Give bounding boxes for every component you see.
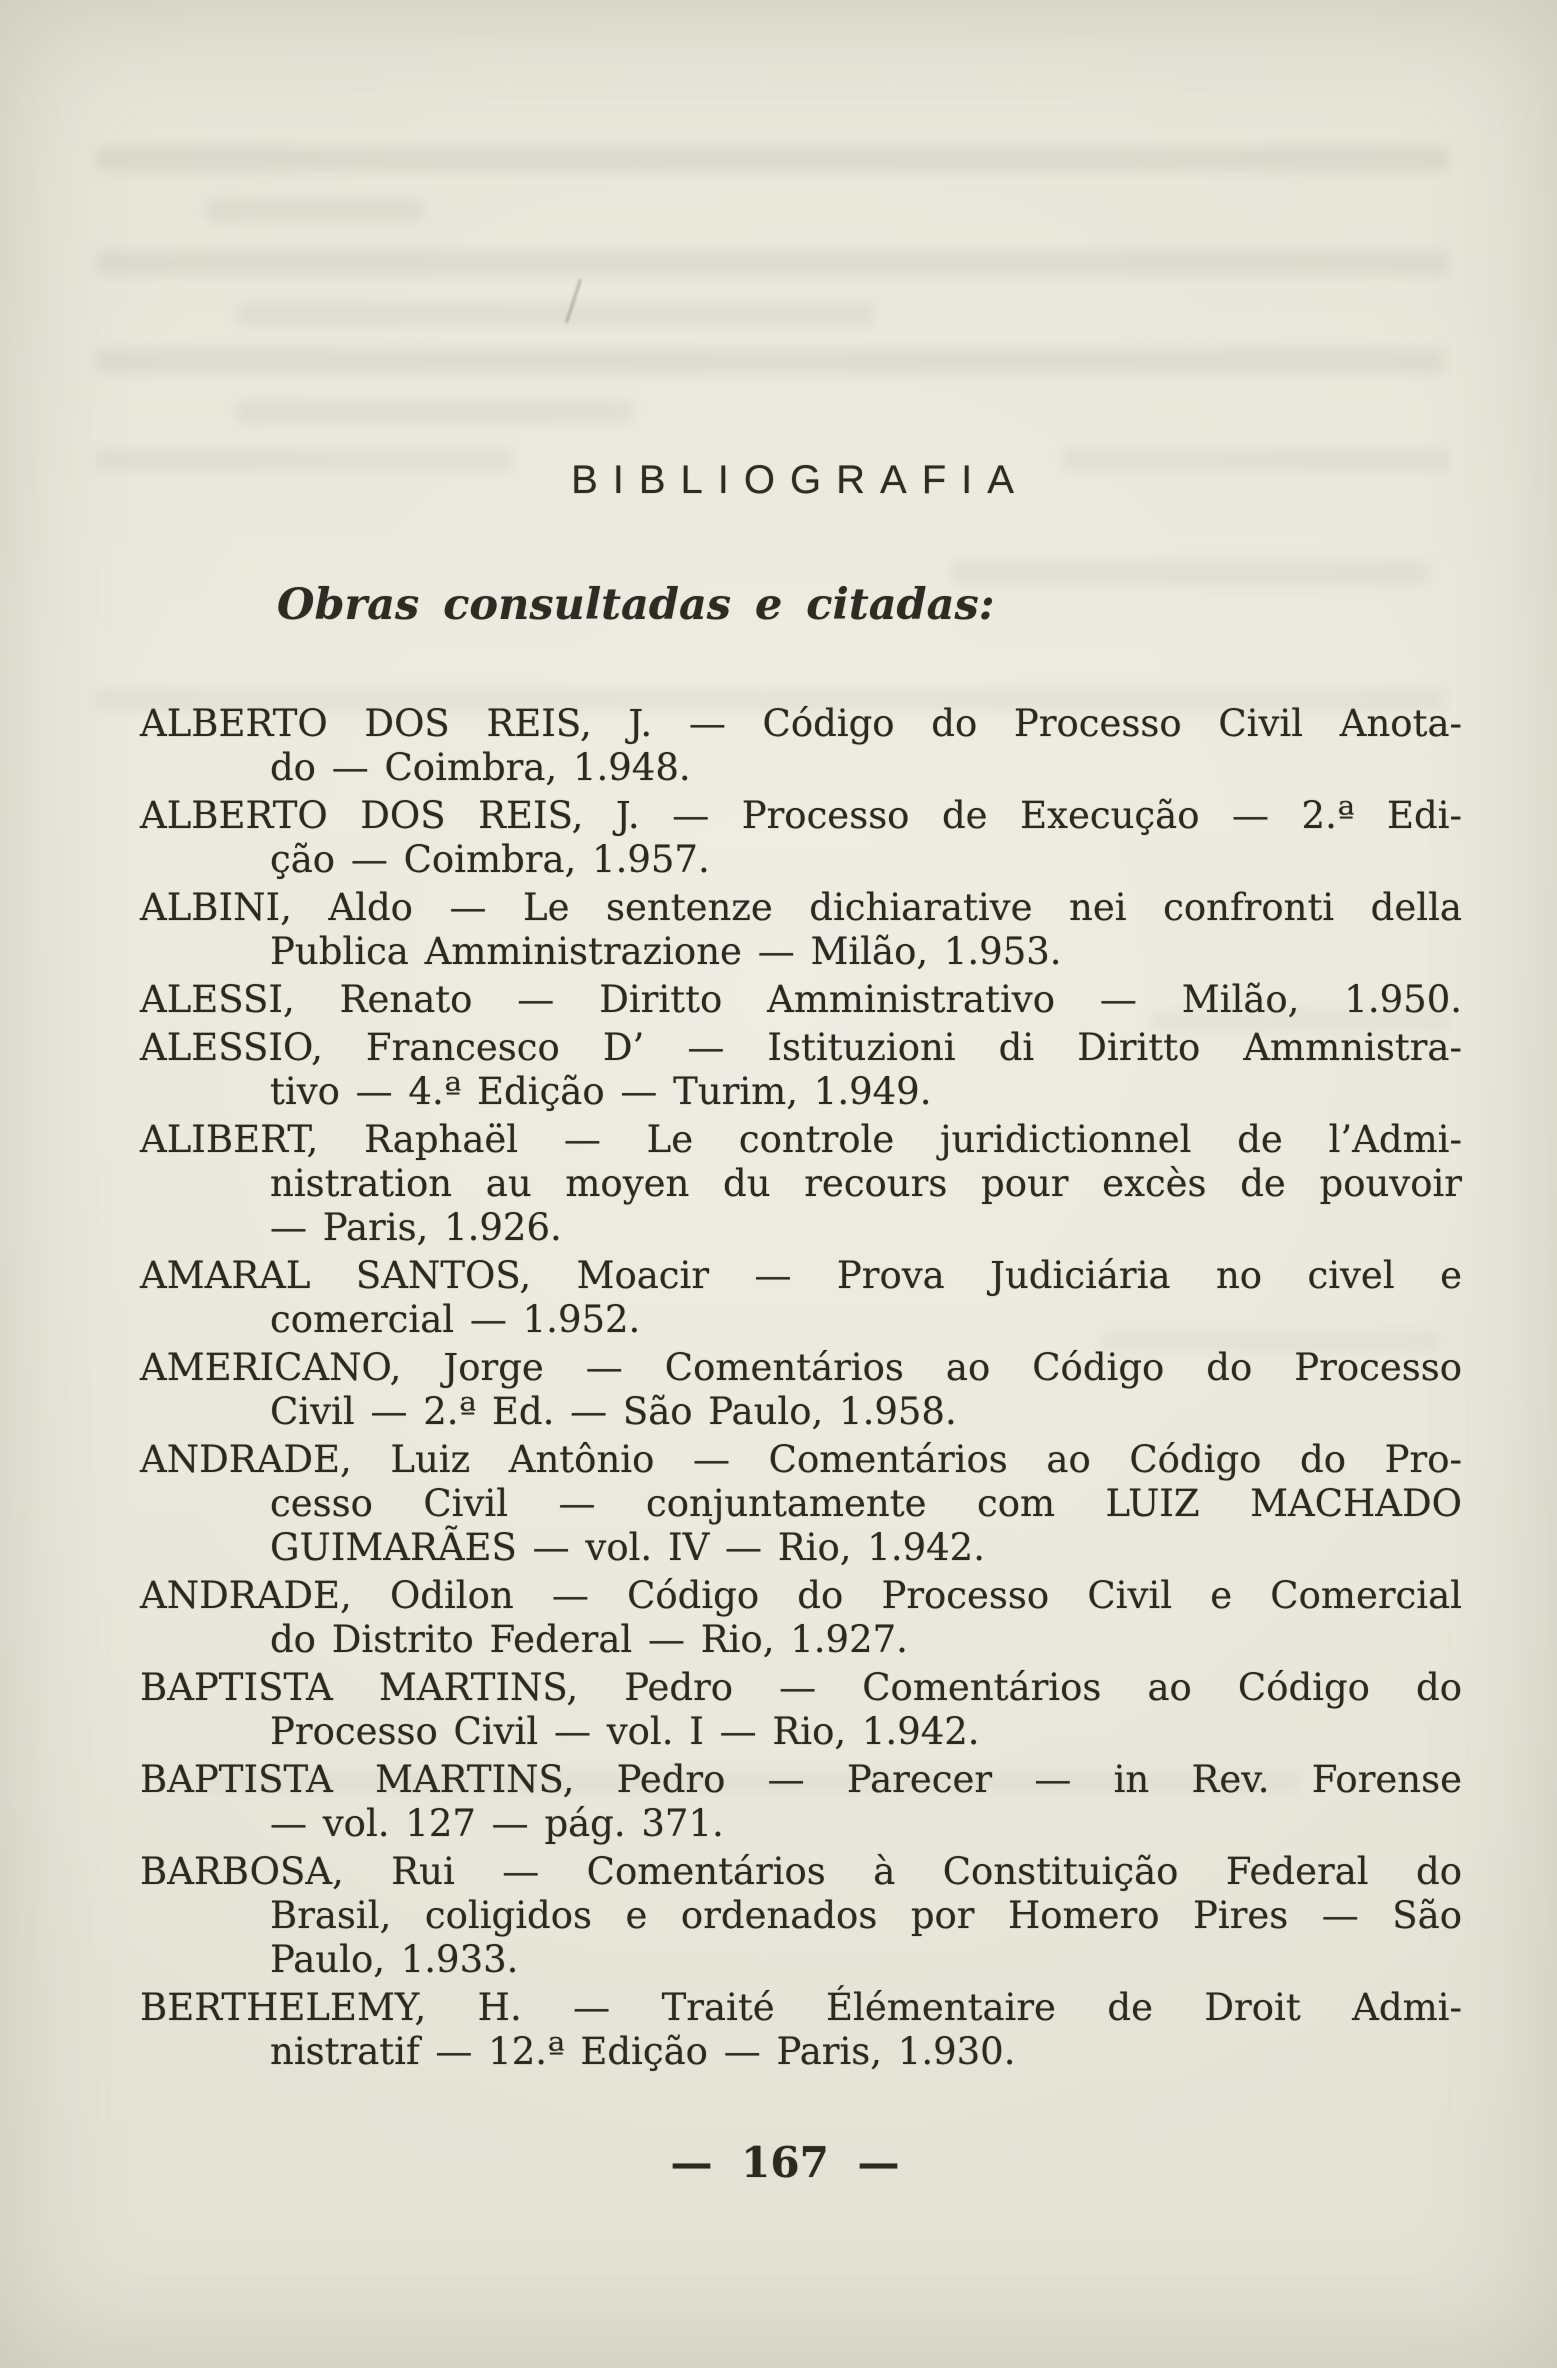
bibliography-entry: [140, 978, 1462, 1022]
bleedthrough-smudge: [235, 302, 875, 326]
bibliography-entry: [140, 794, 1462, 882]
bibliography-entry: [140, 1574, 1462, 1662]
bibliography-entry-line: comercial — 1.952.: [270, 1298, 641, 1341]
bibliography-entry: [140, 1666, 1462, 1754]
bibliography-entry-line: ANDRADE, Odilon — Código do Processo Civil e Comercial: [140, 1574, 1462, 1617]
bleedthrough-smudge: [205, 198, 425, 222]
bibliography-entry-line: Civil — 2.ª Ed. — São Paulo, 1.958.: [270, 1390, 957, 1433]
bibliography-entry-line: AMARAL SANTOS, Moacir — Prova Judiciária no civel e: [140, 1254, 1462, 1297]
bibliography-entry-line: ALBERTO DOS REIS, J. — Código do Processo Civil Anota-: [140, 702, 1462, 745]
bleedthrough-smudge: [235, 400, 635, 424]
bibliography-entry-line: Paulo, 1.933.: [270, 1938, 519, 1981]
bibliography-entry-line: ALESSI, Renato — Diritto Amministrativo — Milão, 1.950.: [140, 978, 1462, 1021]
bibliography-entry-line: cesso Civil — conjuntamente com LUIZ MACHADO: [270, 1482, 1462, 1525]
bibliography-entry: [140, 1986, 1462, 2074]
bibliography-entry-line: AMERICANO, Jorge — Comentários ao Código do Processo: [140, 1346, 1462, 1389]
bibliography-entry-line: BARBOSA, Rui — Comentários à Constituição Federal do: [140, 1850, 1462, 1893]
bleedthrough-smudge: [95, 348, 1445, 374]
bibliography-entry: [140, 1758, 1462, 1846]
bleedthrough-smudge: [95, 250, 1450, 276]
bibliography-entry-line: tivo — 4.ª Edição — Turim, 1.949.: [270, 1070, 932, 1113]
bibliography-entry: [140, 1438, 1462, 1570]
bibliography-entry-line: do Distrito Federal — Rio, 1.927.: [270, 1618, 908, 1661]
bibliography-entry: [140, 1026, 1462, 1114]
bibliography-entry-line: ALBERTO DOS REIS, J. — Processo de Execução — 2.ª Edi-: [140, 794, 1462, 837]
page-heading: BIBLIOGRAFIA: [571, 458, 1029, 502]
bibliography-entry: [140, 1850, 1462, 1982]
bibliography-entry-line: BAPTISTA MARTINS, Pedro — Parecer — in Rev. Forense: [140, 1758, 1462, 1801]
bibliography-entry-line: GUIMARÃES — vol. IV — Rio, 1.942.: [270, 1526, 985, 1569]
bibliography-entry-line: nistratif — 12.ª Edição — Paris, 1.930.: [270, 2030, 1016, 2073]
bibliography-entry-line: Publica Amministrazione — Milão, 1.953.: [270, 930, 1062, 973]
bibliography-entry-line: ANDRADE, Luiz Antônio — Comentários ao Código do Pro-: [140, 1438, 1462, 1481]
bibliography-entry: [140, 1346, 1462, 1434]
bibliography-entry-line: BAPTISTA MARTINS, Pedro — Comentários ao Código do: [140, 1666, 1462, 1709]
bibliography-entry-line: do — Coimbra, 1.948.: [270, 746, 691, 789]
section-subtitle: Obras consultadas e citadas:: [277, 580, 995, 630]
bibliography-entry: [140, 886, 1462, 974]
bibliography-entry: [140, 1254, 1462, 1342]
bibliography-entry-line: — Paris, 1.926.: [270, 1206, 562, 1249]
page-number: — 167 —: [670, 2138, 900, 2187]
bibliography-entry-line: — vol. 127 — pág. 371.: [270, 1802, 724, 1845]
bibliography-entries: [140, 702, 1462, 2078]
bibliography-entry-line: Brasil, coligidos e ordenados por Homero Pires — São: [270, 1894, 1462, 1937]
bibliography-entry-line: BERTHELEMY, H. — Traité Élémentaire de Droit Admi-: [140, 1986, 1462, 2029]
bleedthrough-smudge: [950, 560, 1430, 586]
bibliography-entry-line: ALBINI, Aldo — Le sentenze dichiarative nei confronti della: [140, 886, 1462, 929]
bleedthrough-smudge: [95, 146, 1450, 172]
bibliography-entry: [140, 702, 1462, 790]
stray-ink-mark: [565, 279, 582, 324]
bibliography-entry: [140, 1118, 1462, 1250]
bibliography-entry-line: nistration au moyen du recours pour excès de pouvoir: [270, 1162, 1462, 1205]
bibliography-entry-line: ção — Coimbra, 1.957.: [270, 838, 710, 881]
bibliography-entry-line: Processo Civil — vol. I — Rio, 1.942.: [270, 1710, 980, 1753]
bibliography-entry-line: ALIBERT, Raphaël — Le controle juridictionnel de l’Admi-: [140, 1118, 1462, 1161]
bibliography-entry-line: ALESSIO, Francesco D’ — Istituzioni di Diritto Ammnistra-: [140, 1026, 1462, 1069]
